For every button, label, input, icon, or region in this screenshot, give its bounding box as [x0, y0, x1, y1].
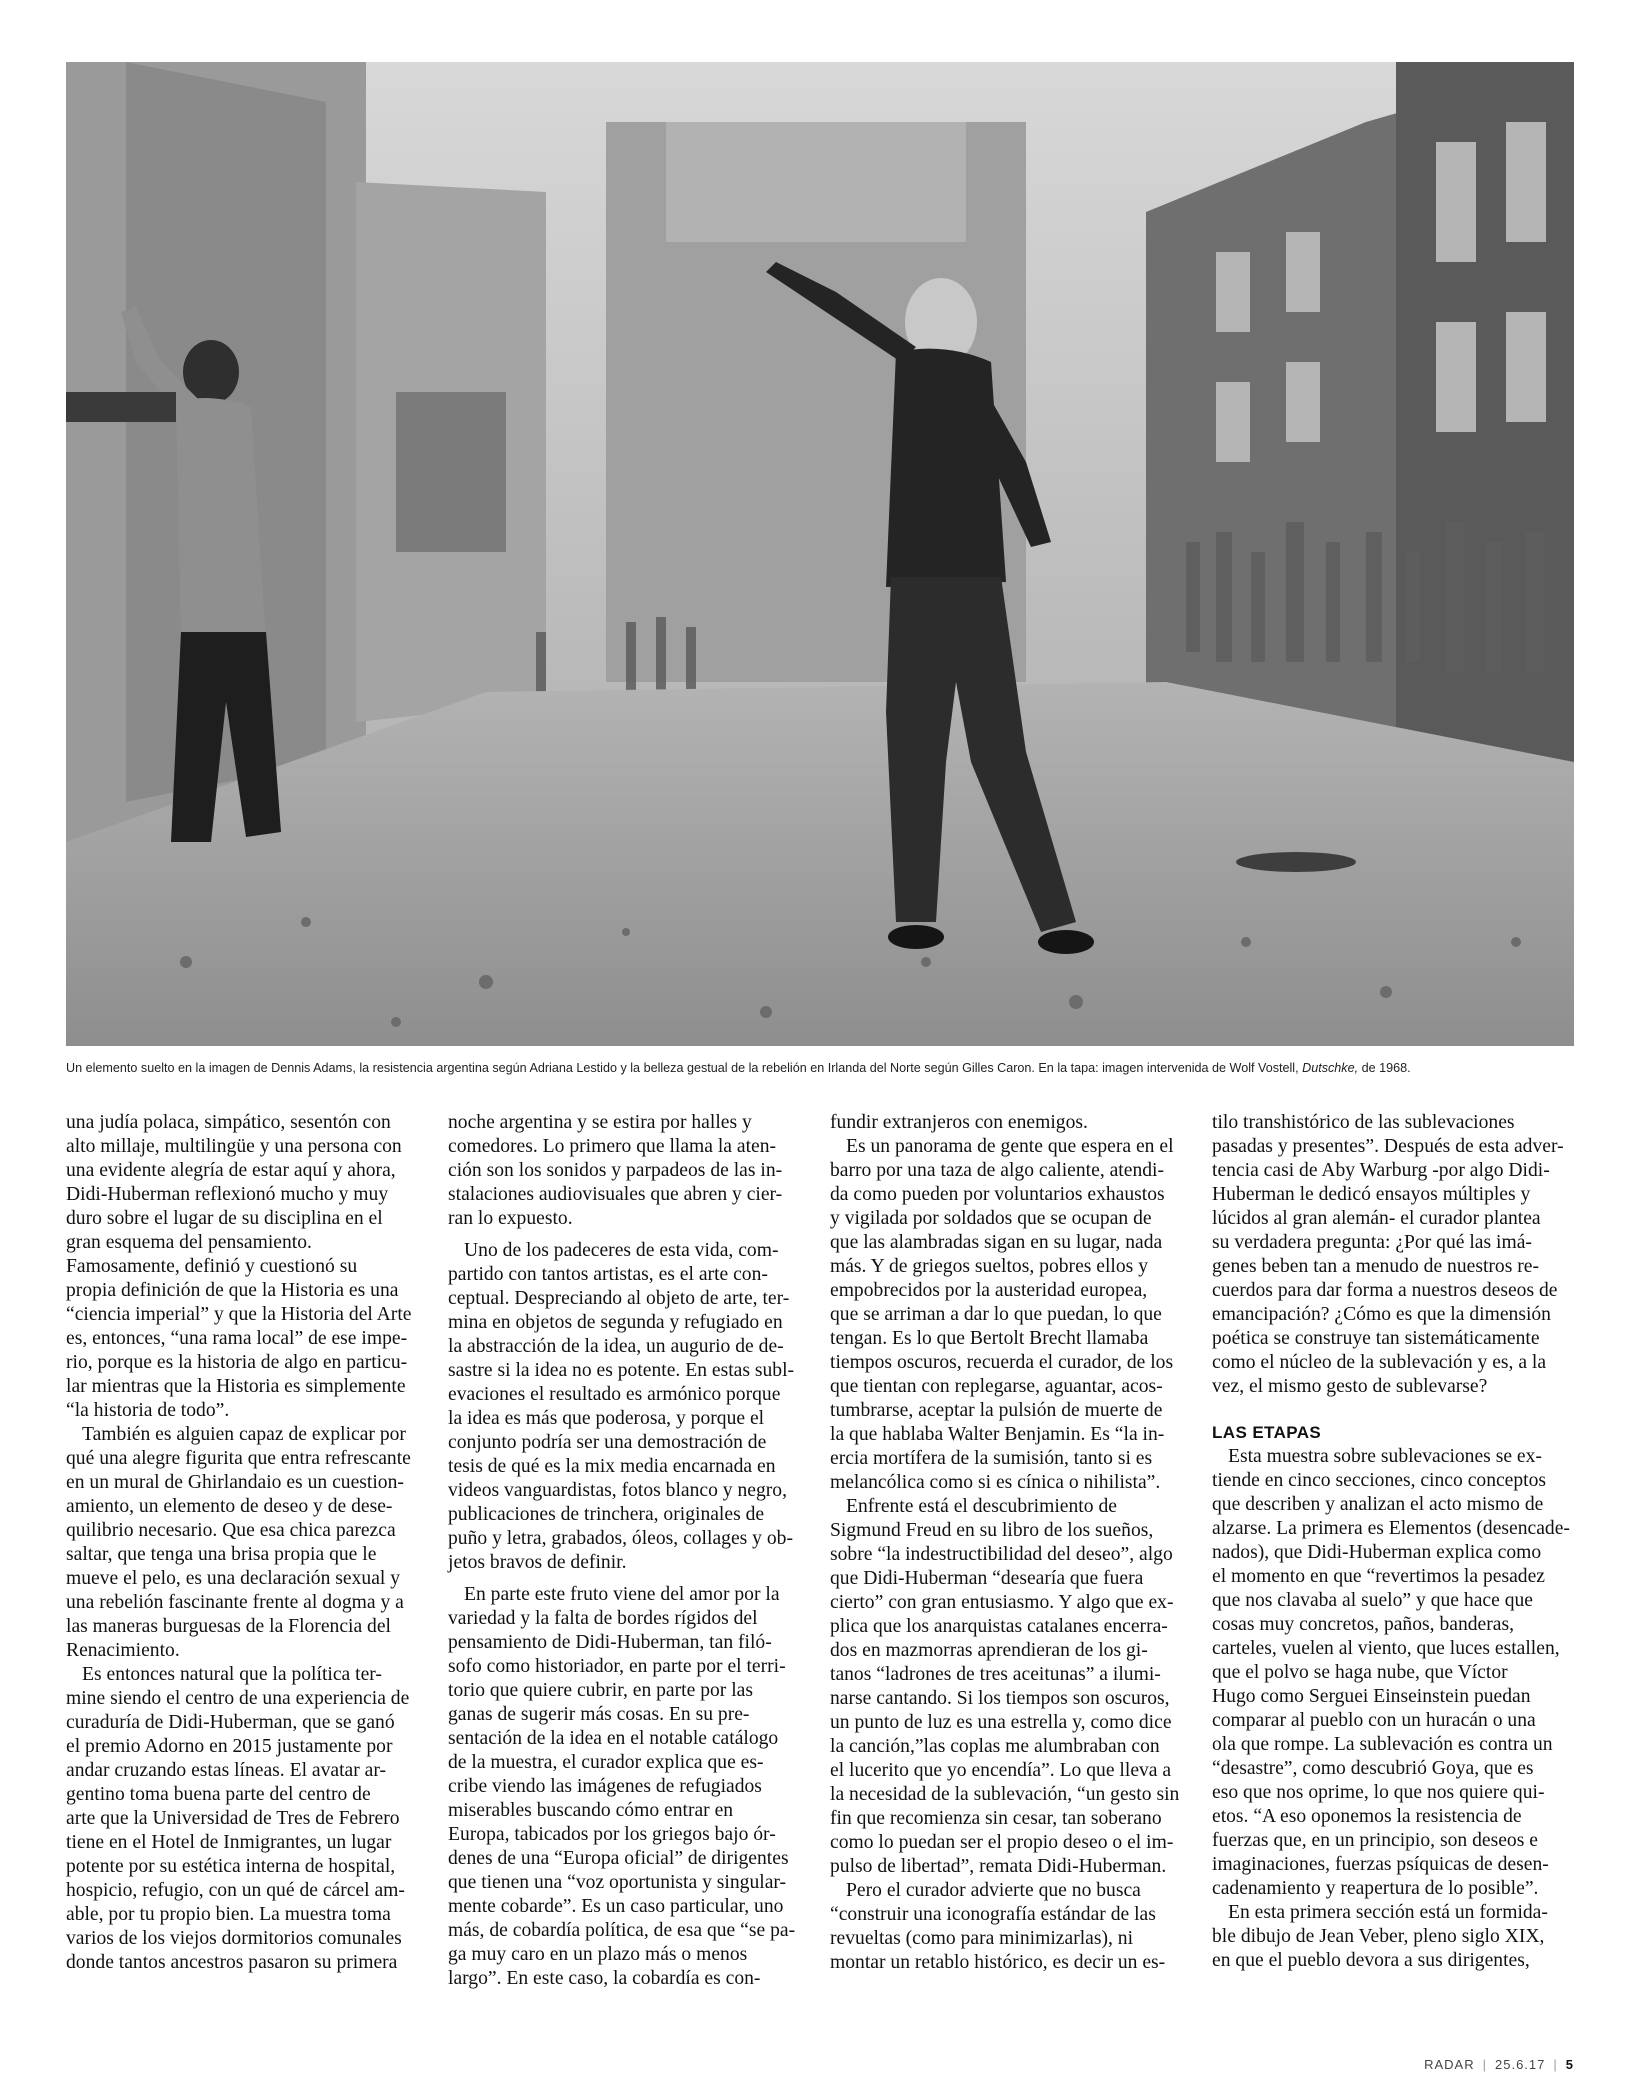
text-line: la necesidad de la sublevación, “un gesto sin	[830, 1784, 1180, 1805]
text-line: una judía polaca, simpático, sesentón con	[66, 1112, 391, 1133]
text-line: fin que recomienza sin cesar, tan soberano	[830, 1808, 1162, 1829]
text-line: Europa, tabicados por los griegos bajo ór-	[448, 1824, 776, 1845]
text-line: como lo puedan ser el propio deseo o el im-	[830, 1832, 1174, 1853]
text-line: cierto” con gran entusiasmo. Y algo que ex-	[830, 1592, 1174, 1613]
text-line: stalaciones audiovisuales que abren y cier-	[448, 1184, 783, 1205]
text-line: más, de cobardía política, de esa que “se pa-	[448, 1920, 796, 1941]
text-line: una rebelión fascinante frente al dogma y a	[66, 1592, 404, 1613]
text-line: “la historia de todo”.	[66, 1400, 230, 1421]
text-line: y vigilada por soldados que se ocupan de	[830, 1208, 1152, 1229]
text-line: imaginaciones, fuerzas psíquicas de desen-	[1212, 1854, 1549, 1875]
text-line: tengan. Es lo que Bertolt Brecht llamaba	[830, 1328, 1149, 1349]
text-line: puño y letra, grabados, óleos, collages y ob-	[448, 1528, 793, 1549]
text-line: andar cruzando estas líneas. El avatar ar-	[66, 1760, 387, 1781]
issue-date: 25.6.17	[1495, 2057, 1546, 2072]
text-line: tesis de qué es la mix media encarnada en	[448, 1456, 776, 1477]
text-line: que el polvo se haga nube, que Víctor	[1212, 1662, 1508, 1683]
text-line: “desastre”, como descubrió Goya, que es	[1212, 1758, 1534, 1779]
text-line: que se arriman a dar lo que puedan, lo que	[830, 1304, 1162, 1325]
text-line: el premio Adorno en 2015 justamente por	[66, 1736, 393, 1757]
text-line: rio, porque es la historia de algo en particu-	[66, 1352, 408, 1373]
text-line: Es entonces natural que la política ter-	[82, 1664, 382, 1685]
text-line: mine siendo el centro de una experiencia de	[66, 1688, 410, 1709]
text-line: tencia casi de Aby Warburg -por algo Didi-	[1212, 1160, 1550, 1181]
article-column-2	[448, 1111, 800, 1991]
text-line: su verdadera pregunta: ¿Por qué las imá-	[1212, 1232, 1532, 1253]
text-line: fuerzas que, en un principio, son deseos e	[1212, 1830, 1538, 1851]
text-line: ble dibujo de Jean Veber, pleno siglo XIX,	[1212, 1926, 1545, 1947]
text-line: También es alguien capaz de explicar por	[82, 1424, 406, 1445]
text-line: comparar al pueblo con un huracán o una	[1212, 1710, 1536, 1731]
text-line: Didi-Huberman reflexionó mucho y muy	[66, 1184, 389, 1205]
text-line: que describen y analizan el acto mismo de	[1212, 1494, 1544, 1515]
text-line: Es un panorama de gente que espera en el	[846, 1136, 1174, 1157]
text-line: Hugo como Serguei Einseinstein puedan	[1212, 1686, 1531, 1707]
text-line: un punto de luz es una estrella y, como dice	[830, 1712, 1172, 1733]
text-line: nados), que Didi-Huberman explica como	[1212, 1542, 1542, 1563]
text-line: alzarse. La primera es Elementos (desencade-	[1212, 1518, 1570, 1539]
text-line: emancipación? ¿Cómo es que la dimensión	[1212, 1304, 1551, 1325]
text-line: tiende en cinco secciones, cinco conceptos	[1212, 1470, 1547, 1491]
text-line: mina en objetos de segunda y refugiado en	[448, 1312, 783, 1333]
text-line: el lucerito que yo encendía”. Lo que lleva a	[830, 1760, 1172, 1781]
text-line: donde tantos ancestros pasaron su primera	[66, 1952, 398, 1973]
text-line: “construir una iconografía estándar de las	[830, 1904, 1156, 1925]
text-line: Uno de los padeceres de esta vida, com-	[464, 1240, 779, 1261]
text-line: Enfrente está el descubrimiento de	[846, 1496, 1117, 1517]
text-line: montar un retablo histórico, es decir un es-	[830, 1952, 1166, 1973]
text-line: evaciones el resultado es armónico porque	[448, 1384, 781, 1405]
text-line: el momento en que “revertimos la pesadez	[1212, 1566, 1545, 1587]
text-line: una evidente alegría de estar aquí y ahora,	[66, 1160, 396, 1181]
text-line: alto millaje, multilingüe y una persona con	[66, 1136, 402, 1157]
page-number: 5	[1565, 2057, 1574, 2072]
text-line: en un mural de Ghirlandaio es un cuestion-	[66, 1472, 404, 1493]
text-line: saltar, que tenga una brisa propia que le	[66, 1544, 377, 1565]
article-column-3	[830, 1111, 1182, 1975]
text-line: pulso de libertad”, remata Didi-Huberman.	[830, 1856, 1167, 1877]
text-line: comedores. Lo primero que llama la aten-	[448, 1136, 777, 1157]
magazine-name: RADAR	[1424, 2057, 1475, 2072]
text-line: miserables buscando cómo entrar en	[448, 1800, 734, 1821]
text-line: mente cobarde”. Es un caso particular, uno	[448, 1896, 784, 1917]
text-line: eso que nos oprime, lo que nos quiere qui-	[1212, 1782, 1545, 1803]
text-line: revueltas (como para minimizarlas), ni	[830, 1928, 1134, 1949]
text-line: curaduría de Didi-Huberman, que se ganó	[66, 1712, 395, 1733]
text-line: videos vanguardistas, fotos blanco y negro,	[448, 1480, 788, 1501]
text-line: etos. “A eso oponemos la resistencia de	[1212, 1806, 1522, 1827]
text-line: hospicio, refugio, con un qué de cárcel am-	[66, 1880, 405, 1901]
text-line: Esta muestra sobre sublevaciones se ex-	[1228, 1446, 1542, 1467]
text-line: lar mientras que la Historia es simplemente	[66, 1376, 406, 1397]
text-line: gentino toma buena parte del centro de	[66, 1784, 371, 1805]
text-line: narse cantando. Si los tiempos son oscuros,	[830, 1688, 1170, 1709]
text-line: varios de los viejos dormitorios comunales	[66, 1928, 402, 1949]
text-line: cadenamiento y reapertura de lo posible”.	[1212, 1878, 1539, 1899]
text-line: sastre si la idea no es potente. En estas subl-	[448, 1360, 795, 1381]
text-line: que las alambradas sigan en su lugar, nada	[830, 1232, 1163, 1253]
text-line: En parte este fruto viene del amor por la	[464, 1584, 780, 1605]
text-line: tanos “ladrones de tres aceitunas” a ilumi-	[830, 1664, 1161, 1685]
text-line: sentación de la idea en el notable catálogo	[448, 1728, 779, 1749]
photo-caption	[66, 1060, 1574, 1076]
text-line: dos en mazmorras aprendieran de los gi-	[830, 1640, 1148, 1661]
text-line: Sigmund Freud en su libro de los sueños,	[830, 1520, 1154, 1541]
text-line: de la muestra, el curador explica que es-	[448, 1752, 764, 1773]
text-line: pensamiento de Didi-Huberman, tan filó-	[448, 1632, 772, 1653]
caption-text: Un elemento suelto en la imagen de Dennis Adams, la resistencia argentina según Adriana Lestido y la belleza gestual de la rebelión en Irlanda del Norte según Gilles Caron. En la tapa: imagen intervenida de Wolf Vostell,	[66, 1061, 1303, 1075]
caption-italic-title: Dutschke,	[1302, 1061, 1359, 1075]
section-heading: LAS ETAPAS	[1212, 1423, 1322, 1442]
text-line: fundir extranjeros con enemigos.	[830, 1112, 1088, 1133]
feature-photo	[66, 62, 1574, 1046]
text-line: cuerdos para dar forma a nuestros deseos de	[1212, 1280, 1558, 1301]
caption-tail: de 1968.	[1358, 1061, 1411, 1075]
text-line: partido con tantos artistas, es el arte con-	[448, 1264, 768, 1285]
text-line: en que el pueblo devora a sus dirigentes,	[1212, 1950, 1530, 1971]
text-line: “ciencia imperial” y que la Historia del Arte	[66, 1304, 412, 1325]
photo-street-riot-icon	[66, 62, 1574, 1046]
text-line: En esta primera sección está un formida-	[1228, 1902, 1548, 1923]
text-line: es, entonces, “una rama local” de ese impe-	[66, 1328, 408, 1349]
text-line: tilo transhistórico de las sublevaciones	[1212, 1112, 1515, 1133]
article-column-1	[66, 1111, 418, 1975]
page-folio: RADAR | 25.6.17 | 5	[1424, 2057, 1574, 2072]
text-line: que tienen una “voz oportunista y singular-	[448, 1872, 787, 1893]
text-line: lúcidos al gran alemán- el curador plantea	[1212, 1208, 1541, 1229]
text-line: la que hablaba Walter Benjamin. Es “la in-	[830, 1424, 1165, 1445]
text-line: mueve el pelo, es una declaración sexual y	[66, 1568, 401, 1589]
text-line: qué una alegre figurita que entra refrescante	[66, 1448, 411, 1469]
text-line: ganas de sugerir más cosas. En su pre-	[448, 1704, 750, 1725]
text-line: las maneras burguesas de la Florencia del	[66, 1616, 391, 1637]
text-line: que nos clavaba al suelo” y que hace que	[1212, 1590, 1533, 1611]
text-line: que Didi-Huberman “desearía que fuera	[830, 1568, 1144, 1589]
text-line: como el núcleo de la sublevación y es, a la	[1212, 1352, 1547, 1373]
text-line: pasadas y presentes”. Después de esta adver-	[1212, 1136, 1564, 1157]
text-line: poética se construye tan sistemáticamente	[1212, 1328, 1540, 1349]
text-line: sobre “la indestructibilidad del deseo”, algo	[830, 1544, 1173, 1565]
text-line: conjunto podría ser una demostración de	[448, 1432, 767, 1453]
article-column-4	[1212, 1111, 1570, 1973]
text-line: melancólica como si es cínica o nihilista”.	[830, 1472, 1161, 1493]
text-line: da como pueden por voluntarios exhaustos	[830, 1184, 1165, 1205]
text-line: más. Y de griegos sueltos, pobres ellos y	[830, 1256, 1148, 1277]
text-line: ceptual. Despreciando al objeto de arte, ter-	[448, 1288, 790, 1309]
text-line: Huberman le dedicó ensayos múltiples y	[1212, 1184, 1531, 1205]
text-line: tiene en el Hotel de Inmigrantes, un lugar	[66, 1832, 392, 1853]
text-line: ran lo expuesto.	[448, 1208, 573, 1229]
text-line: denes de una “Europa oficial” de dirigentes	[448, 1848, 789, 1869]
text-line: barro por una taza de algo caliente, atendi-	[830, 1160, 1165, 1181]
text-line: tiempos oscuros, recuerda el curador, de los	[830, 1352, 1174, 1373]
text-line: vez, el mismo gesto de sublevarse?	[1212, 1376, 1488, 1397]
text-line: gran esquema del pensamiento.	[66, 1232, 312, 1253]
text-line: cosas muy concretos, paños, banderas,	[1212, 1614, 1514, 1635]
text-line: publicaciones de trinchera, originales de	[448, 1504, 765, 1525]
text-line: potente por su estética interna de hospital,	[66, 1856, 396, 1877]
text-line: genes beben tan a menudo de nuestros re-	[1212, 1256, 1539, 1277]
text-line: plica que los anarquistas catalanes encerra-	[830, 1616, 1168, 1637]
text-line: noche argentina y se estira por halles y	[448, 1112, 752, 1133]
text-line: ción son los sonidos y parpadeos de las in-	[448, 1160, 783, 1181]
text-line: carteles, vuelen al viento, que luces estallen,	[1212, 1638, 1560, 1659]
text-line: la abstracción de la idea, un augurio de de-	[448, 1336, 784, 1357]
text-line: Pero el curador advierte que no busca	[846, 1880, 1141, 1901]
text-line: amiento, un elemento de deseo y de dese-	[66, 1496, 393, 1517]
text-line: ga muy caro en un plazo más o menos	[448, 1944, 748, 1965]
text-line: propia definición de que la Historia es una	[66, 1280, 399, 1301]
text-line: que tientan con replegarse, aguantar, acos-	[830, 1376, 1163, 1397]
text-line: torio que quiere cubrir, en parte por las	[448, 1680, 753, 1701]
text-line: jetos bravos de definir.	[448, 1552, 627, 1573]
text-line: able, por tu propio bien. La muestra toma	[66, 1904, 391, 1925]
text-line: empobrecidos por la austeridad europea,	[830, 1280, 1148, 1301]
text-line: ola que rompe. La sublevación es contra un	[1212, 1734, 1553, 1755]
text-line: arte que la Universidad de Tres de Febrero	[66, 1808, 400, 1829]
text-line: cribe viendo las imágenes de refugiados	[448, 1776, 762, 1797]
text-line: largo”. En este caso, la cobardía es con-	[448, 1968, 761, 1989]
text-line: la canción,”las coplas me alumbraban con	[830, 1736, 1160, 1757]
text-line: la idea es más que poderosa, y porque el	[448, 1408, 765, 1429]
text-line: Renacimiento.	[66, 1640, 180, 1661]
text-line: ercia mortífera de la sumisión, tanto si es	[830, 1448, 1153, 1469]
text-line: Famosamente, definió y cuestionó su	[66, 1256, 358, 1277]
text-line: sofo como historiador, en parte por el terri-	[448, 1656, 786, 1677]
text-line: variedad y la falta de bordes rígidos del	[448, 1608, 758, 1629]
text-line: tumbrarse, aceptar la pulsión de muerte de	[830, 1400, 1163, 1421]
text-line: duro sobre el lugar de su disciplina en el	[66, 1208, 383, 1229]
text-line: quilibrio necesario. Que esa chica parezca	[66, 1520, 396, 1541]
